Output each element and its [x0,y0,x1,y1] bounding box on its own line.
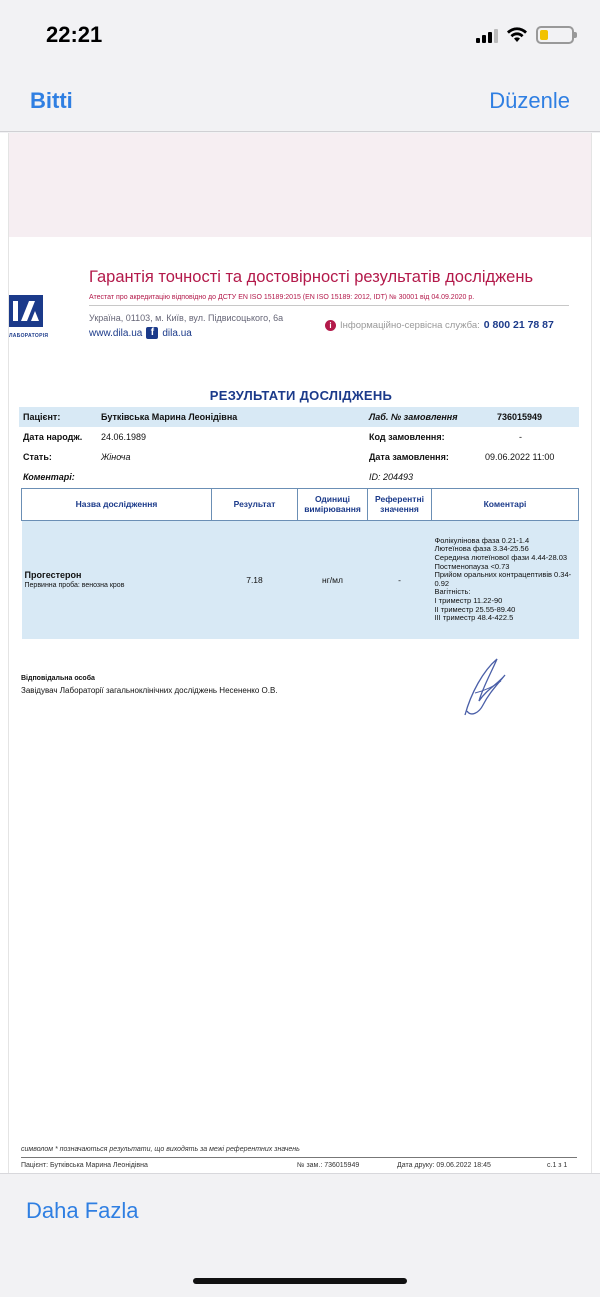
status-icons [476,26,574,44]
status-time: 22:21 [46,22,103,47]
footer-order: № зам.: 736015949 [297,1162,360,1169]
patient-label: Пацієнт: [23,412,61,422]
info-icon: i [325,320,336,331]
lab-title: Гарантія точності та достовірності результатів досліджень [89,268,534,286]
test-reference: - [368,521,432,639]
results-header-row [22,489,579,521]
order-date-label: Дата замовлення: [369,452,449,462]
patient-name: Бутківська Марина Леонідівна [101,412,238,422]
header-result: Результат [212,489,298,521]
info-row [19,447,579,467]
battery-level [540,30,548,40]
status-bar [0,0,600,70]
footer-divider [21,1157,577,1158]
info-row [19,407,579,427]
accreditation-text: Атестат про акредитацію відповідно до ДСТУ EN ISO 15189:2015 (EN ISO 15189: 2012, IDT) № 30001 від 04.09.2020 р. [89,294,475,301]
bottom-toolbar [0,1173,600,1297]
service-line [325,319,554,331]
order-code-label: Код замовлення: [369,432,445,442]
test-cell [22,521,212,639]
responsible-label: Відповідальна особа [21,675,95,682]
results-table [21,488,579,639]
dob-value: 24.06.1989 [101,432,147,442]
test-units: нг/мл [298,521,368,639]
logo-caption: ЛАБОРАТОРІЯ [9,333,49,339]
footnote: символом * позначаються результати, що виходять за межі референтних значень [21,1146,300,1153]
footer-patient: Пацієнт: Бутківська Марина Леонідівна [21,1162,148,1169]
facebook-link[interactable]: dila.ua [162,327,192,339]
order-no-label: Лаб. № замовлення [369,412,458,422]
order-date: 09.06.2022 11:00 [485,452,555,462]
lab-logo-icon [9,291,43,331]
comments-label: Коментарі: [23,472,75,482]
info-row [19,427,579,447]
footer-page: с.1 з 1 [547,1162,568,1169]
header-units: Одиниці вимірювання [298,489,368,521]
done-button[interactable]: Bitti [30,88,73,113]
signature [453,653,513,723]
test-result: 7.18 [212,521,298,639]
sex-value: Жіноча [101,452,131,462]
document-page [8,133,592,1173]
sex-label: Стать: [23,452,52,462]
cellular-signal-icon [476,27,498,43]
responsible-name: Завідувач Лабораторії загальноклінічних досліджень Несененко О.В. [21,686,278,695]
info-row [19,467,579,487]
edit-button[interactable]: Düzenle [489,88,570,113]
order-code: - [519,432,522,442]
navigation-bar [0,70,600,132]
header-test-name: Назва дослідження [22,489,212,521]
home-indicator[interactable] [193,1278,407,1284]
page-top-band [9,133,591,237]
document-viewer[interactable] [0,133,600,1173]
test-comment: Фолікулінова фаза 0.21-1.4 Лютеїнова фаза 3.34-25.56 Середина лютеїнової фази 4.44-28.03 Постменопауза <0.73 Прийом оральних контрацептивів 0.34-0.92 Вагітність: I триместр 11.22-90 II триместр 25.55-89.40 III триместр 48.4-422.5 [432,521,579,639]
facebook-icon: f [146,327,158,339]
wifi-icon [506,27,528,43]
dob-label: Дата народж. [23,432,83,442]
battery-icon [536,26,574,44]
table-row [22,521,579,639]
test-name: Прогестерон [24,570,82,581]
results-title: РЕЗУЛЬТАТИ ДОСЛІДЖЕНЬ [209,388,393,403]
service-phone[interactable]: 0 800 21 78 87 [483,319,554,331]
order-no: 736015949 [497,412,543,422]
footer-print-date: Дата друку: 09.06.2022 18:45 [397,1162,491,1169]
header-reference: Референтні значення [368,489,432,521]
order-id: ID: 204493 [369,472,414,482]
test-sample: Первинна проба: венозна кров [24,582,125,590]
header-comments: Коментарі [432,489,579,521]
patient-info-table [19,407,579,487]
service-label: Інформаційно-сервісна служба: [340,319,480,331]
header-divider [89,305,569,306]
lab-website-row [89,327,192,339]
more-button[interactable]: Daha Fazla [26,1198,139,1223]
lab-address: Україна, 01103, м. Київ, вул. Підвисоцького, 6а [89,313,284,323]
website-link[interactable]: www.dila.ua [89,327,143,339]
